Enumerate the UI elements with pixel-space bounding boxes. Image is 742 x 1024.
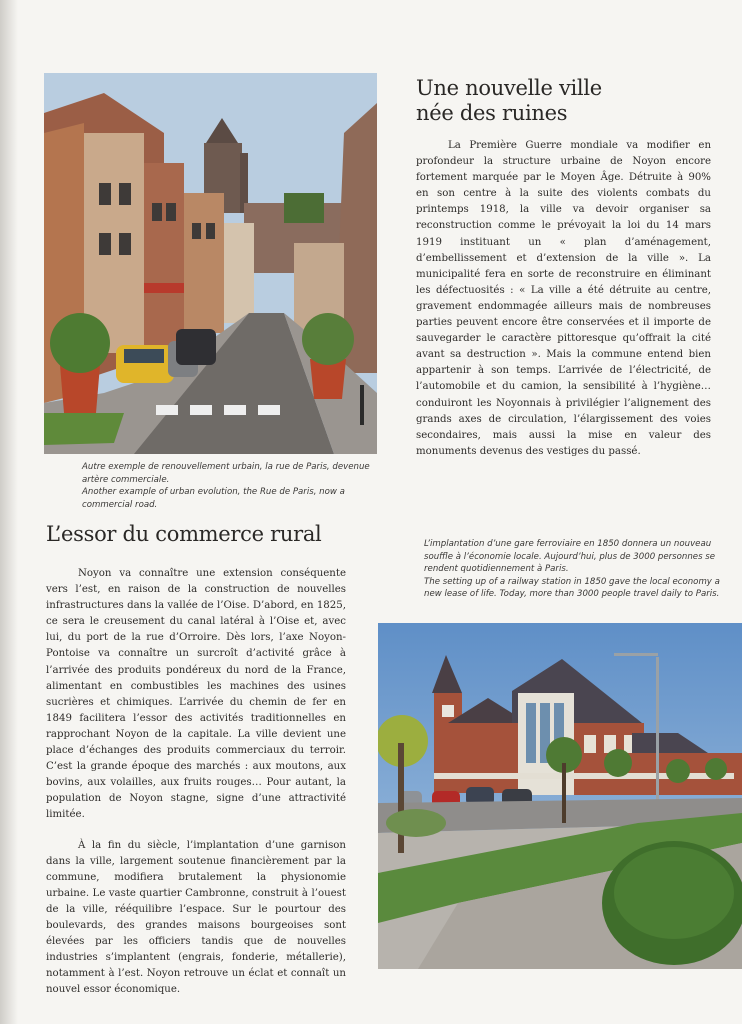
paragraph: La Première Guerre mondiale va modifier en profondeur la structure urbaine de Noyon encore fortement marquée par le Moyen Âge. Détruite à 90% en son centre à la suite des violents combats du printemps 1918, la ville va devoir organiser sa reconstruction comme le prévoyait la loi du 14 mars 1919 instituant un « plan d’aménagement, d’embellissement et d’extension de la ville ». La municipalité fera en sorte de reconstruire en éliminant les défectuosités : « La ville a été détruite au centre, gravement endommagée ailleurs mais de nombreuses parties peuvent encore être conservées et il importe de sauvegarder le caractère pittoresque qu’offrait la cité avant sa destruction ». Mais la commune entend bien appartenir à son temps. L’arrivée de l’électricité, de l’automobile et du camion, la sensibilité à l’hygiène… conduiront les Noyonnais à privilégier l’alignement des grands axes de circulation, l’élargissement des voies secondaires, mais aussi la mise en valeur des monuments devenus des vestiges du passé. <box>416 140 711 457</box>
title-line: Une nouvelle ville <box>416 76 602 100</box>
section-title-commerce: L’essor du commerce rural <box>46 522 322 546</box>
caption-english: Another example of urban evolution, the Rue de Paris, now a commercial road. <box>82 487 345 510</box>
station-photo <box>378 623 742 969</box>
paragraph: Noyon va connaître une extension conséquente vers l’est, en raison de la construction de nouvelles infrastructures dans la vallée de l’Oise. D’abord, en 1825, ce sera le creusement du canal latéral à l’Oise et, avec lui, du port de la rue d’Orroire. Dès lors, l’axe Noyon-Pontoise va connaître un surcroît d’activité grâce à l’arrivée des produits pondéreux du nord de la France, alimentant en combustibles les machines des usines sucrières et chimiques. L’arrivée du chemin de fer en 1849 facilitera l’essor des activités traditionnelles en rapprochant Noyon de la capitale. La ville devient une place d’échanges des produits commerciaux du terroir. C’est la grande époque des marchés : aux moutons, aux bovins, aux volailles, aux fruits rouges… Pour autant, la population de Noyon stagne, signe d’une attractivité limitée. <box>46 568 346 821</box>
page-binding-shadow <box>0 0 18 1024</box>
section-text-ruins <box>416 138 711 460</box>
section-text-commerce <box>46 566 346 998</box>
section-title-ruins <box>416 76 716 126</box>
caption-english: The setting up of a railway station in 1850 gave the local economy a new lease of life. Today, more than 3000 people travel daily to Paris. <box>424 576 720 600</box>
street-photo-caption <box>82 461 372 511</box>
station-photo-caption <box>424 538 724 601</box>
title-line: née des ruines <box>416 101 568 125</box>
street-photo <box>44 73 377 454</box>
caption-french: Autre exemple de renouvellement urbain, la rue de Paris, devenue artère commerciale. <box>82 462 370 485</box>
caption-french: L’implantation d’une gare ferroviaire en 1850 donnera un nouveau souffle à l’économie locale. Aujourd’hui, plus de 3000 personnes se rendent quotidiennement à Paris. <box>424 539 716 575</box>
paragraph: À la fin du siècle, l’implantation d’une garnison dans la ville, largement soutenue financièrement par la commune, modifiera brutalement la physionomie urbaine. Le vaste quartier Cambronne, construit à l’ouest de la ville, rééquilibre l’espace. Sur le pourtour des boulevards, des grandes maisons bourgeoises sont élevées par les officiers tandis que de nouvelles industries s’implantent (engrais, fonderie, métallerie), notamment à l’est. Noyon retrouve un éclat et connaît un nouvel essor économique. <box>46 839 346 996</box>
